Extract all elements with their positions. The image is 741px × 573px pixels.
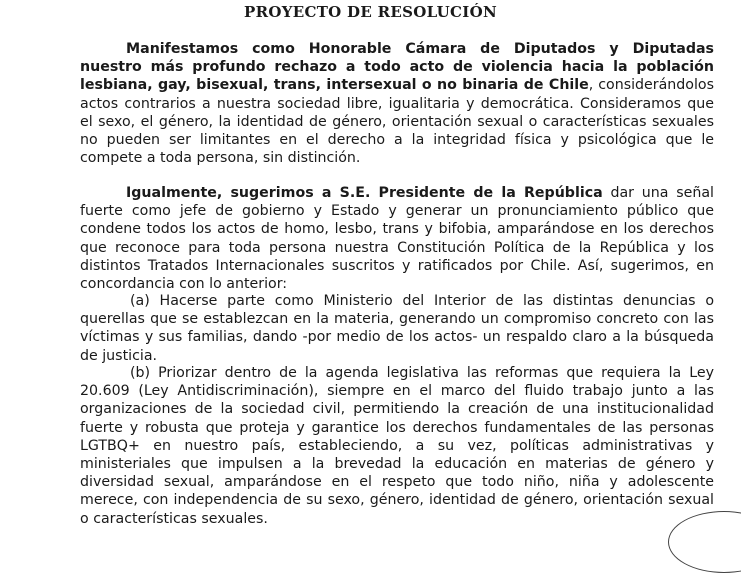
paragraph-2-bold: Igualmente, sugerimos a S.E. Presidente de la República — [126, 185, 603, 201]
document-title: PROYECTO DE RESOLUCIÓN — [244, 3, 497, 21]
paragraph-1-text: , considerándolos actos contrarios a nuestra sociedad libre, igualitaria y democrática. Consideramos que el sexo, el género, la identidad de género, orientación sexual o características sexuales no pueden ser limitantes en el derecho a la integridad física y psicológica que le compete a toda persona, sin distinción. — [80, 77, 714, 167]
paragraph-2-text: dar una señal fuerte como jefe de gobierno y Estado y generar un pronunciamiento público que condene todos los actos de homo, lesbo, trans y bifobia, amparándose en los derechos que reconoce para toda persona nuestra Constitución Política de la República y los distintos Tratados Internacionales suscritos y ratificados por Chile. Así, sugerimos, en concordancia con lo anterior: — [80, 185, 714, 293]
list-item-a: (a) Hacerse parte como Ministerio del Interior de las distintas denuncias o querellas que se establezcan en la materia, generando un compromiso concreto con las víctimas y sus familias, dando -por medio de los actos- un respaldo claro a la búsqueda de justicia. — [80, 293, 714, 364]
paragraph-2 — [80, 184, 714, 293]
paragraph-1-bold: Manifestamos como Honorable Cámara de Diputados y Diputadas nuestro más profundo rechazo a todo acto de violencia hacia la población lesbiana, gay, bisexual, trans, intersexual o no binaria de Chile — [80, 41, 714, 94]
paragraph-1 — [80, 40, 714, 167]
list-item-b: (b) Priorizar dentro de la agenda legislativa las reformas que requiera la Ley 20.609 (Ley Antidiscriminación), siempre en el marco del fluido trabajo junto a las organizaciones de la sociedad civil, permitiendo la creación de una institucionalidad fuerte y robusta que proteja y garantice los derechos fundamentales de las personas LGTBQ+ en nuestro país, estableciendo, a su vez, políticas administrativas y ministeriales que impulsen a la brevedad la educación en materias de género y diversidad sexual, amparándose en el respeto que todo niño, niña y adolescente merece, con independencia de su sexo, género, identidad de género, orientación sexual o características sexuales. — [80, 365, 714, 527]
